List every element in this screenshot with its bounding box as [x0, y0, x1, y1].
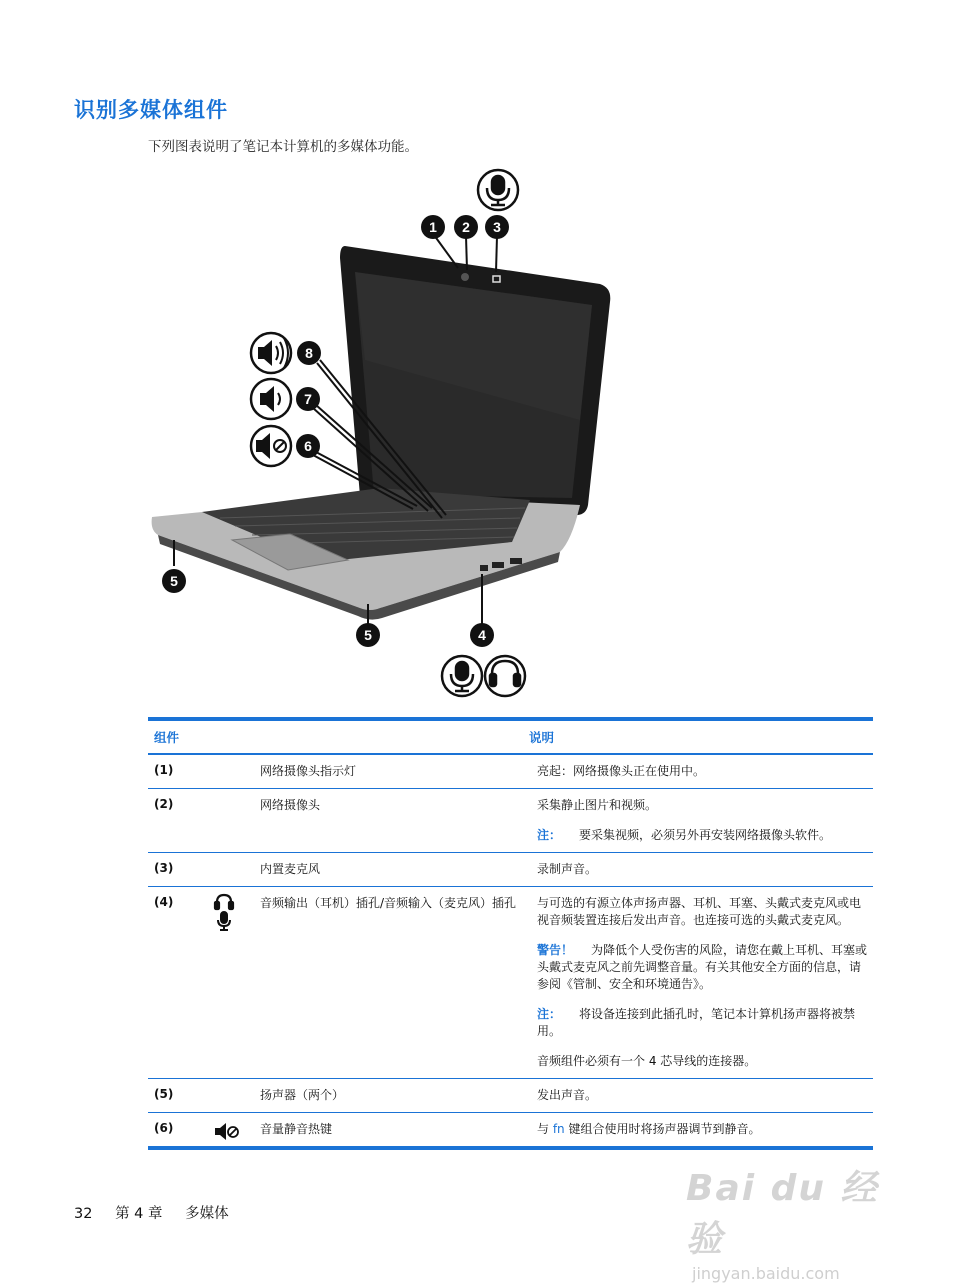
volume-down-icon: [251, 379, 291, 419]
table-row: [148, 789, 873, 853]
row-desc: 与 fn 键组合使用时将扬声器调节到静音。: [537, 1122, 761, 1136]
chapter-label: 第 4 章: [115, 1206, 163, 1222]
warning: 警告！ 为降低个人受伤害的风险，请您在戴上耳机、耳塞或头戴式麦克风之前先调整音量。有关其他安全方面的信息，请参阅《管制、安全和环境通告》。: [537, 943, 868, 991]
headphone-icon: [215, 895, 233, 909]
microphone-icon: [218, 912, 230, 930]
row-name: 音量静音热键: [260, 1122, 333, 1136]
row-name: 内置麦克风: [260, 862, 321, 876]
note: 注： 将设备连接到此插孔时，笔记本计算机扬声器将被禁用。: [537, 1007, 856, 1038]
callout-5-bottom: [356, 623, 380, 647]
row-desc: 与可选的有源立体声扬声器、耳机、耳塞、头戴式麦克风或电视音频装置连接后发出声音。也连接可选的头戴式麦克风。 警告！ 为降低个人受伤害的风险，请您在戴上耳机、耳塞或头戴式麦克风之前先调整音量。有关其他安全方面的信息，请参阅《管制、安全和环境通告》。 注： 将设备连接到此插孔时，笔记本计算机扬声器将被禁用。 音频组件必须有一个 4 芯导线的连接器。: [537, 896, 868, 1068]
chapter-title: 多媒体: [185, 1206, 229, 1222]
headphone-icon: [485, 656, 525, 696]
volume-mute-icon: [215, 1123, 238, 1140]
svg-text:8: 8: [305, 345, 313, 361]
table-header: [148, 721, 873, 755]
watermark-logo: Bai du 经验: [686, 1168, 879, 1260]
callout-6: [296, 434, 320, 458]
svg-text:5: 5: [364, 627, 372, 643]
watermark-url: jingyan.baidu.com: [692, 1264, 840, 1283]
table-row: [148, 1113, 873, 1146]
webcam-dot: [461, 273, 469, 281]
table-row: [148, 853, 873, 887]
header-component: 组件: [154, 730, 180, 745]
watermark: [686, 1160, 906, 1283]
table-row: [148, 755, 873, 789]
intro-text: 下列图表说明了笔记本计算机的多媒体功能。: [148, 139, 418, 155]
row-desc: 亮起：网络摄像头正在使用中。: [537, 764, 706, 778]
row-number: (4): [154, 895, 174, 909]
volume-mute-icon: [251, 426, 291, 466]
row-desc: 录制声音。: [537, 862, 598, 876]
callout-1: [421, 215, 445, 239]
callout-5-left: [162, 569, 186, 593]
svg-text:7: 7: [304, 391, 312, 407]
row-number: (6): [154, 1121, 174, 1135]
row-name: 网络摄像头: [260, 798, 321, 812]
callout-7: [296, 387, 320, 411]
callout-4: [470, 623, 494, 647]
page-footer: [74, 1202, 247, 1223]
svg-text:6: 6: [304, 438, 312, 454]
laptop-figure: [140, 160, 660, 705]
page-title: 识别多媒体组件: [74, 98, 228, 122]
svg-text:1: 1: [429, 219, 437, 235]
row-number: (5): [154, 1087, 174, 1101]
table-row: [148, 887, 873, 1079]
microphone-icon-bottom: [442, 656, 482, 696]
svg-text:5: 5: [170, 573, 178, 589]
row-name: 音频输出（耳机）插孔/音频输入（麦克风）插孔: [260, 896, 517, 910]
row-name: 扬声器（两个）: [260, 1088, 345, 1102]
page-number: 32: [74, 1206, 93, 1222]
callout-3: [485, 215, 509, 239]
row-number: (2): [154, 797, 174, 811]
note: 注： 要采集视频，必须另外再安装网络摄像头软件。: [537, 828, 832, 842]
svg-text:4: 4: [478, 627, 486, 643]
svg-text:2: 2: [462, 219, 470, 235]
row-desc: 发出声音。: [537, 1088, 598, 1102]
header-description: 说明: [529, 730, 555, 745]
svg-text:3: 3: [493, 219, 501, 235]
row-number: (3): [154, 861, 174, 875]
table-row: [148, 1079, 873, 1113]
row-name: 网络摄像头指示灯: [260, 764, 357, 778]
component-table: [148, 717, 873, 1150]
callout-2: [454, 215, 478, 239]
row-desc: 采集静止图片和视频。 注： 要采集视频，必须另外再安装网络摄像头软件。: [530, 789, 873, 852]
callout-8: [297, 341, 321, 365]
volume-up-icon: [251, 333, 291, 373]
microphone-icon: [478, 170, 518, 210]
row-number: (1): [154, 763, 174, 777]
